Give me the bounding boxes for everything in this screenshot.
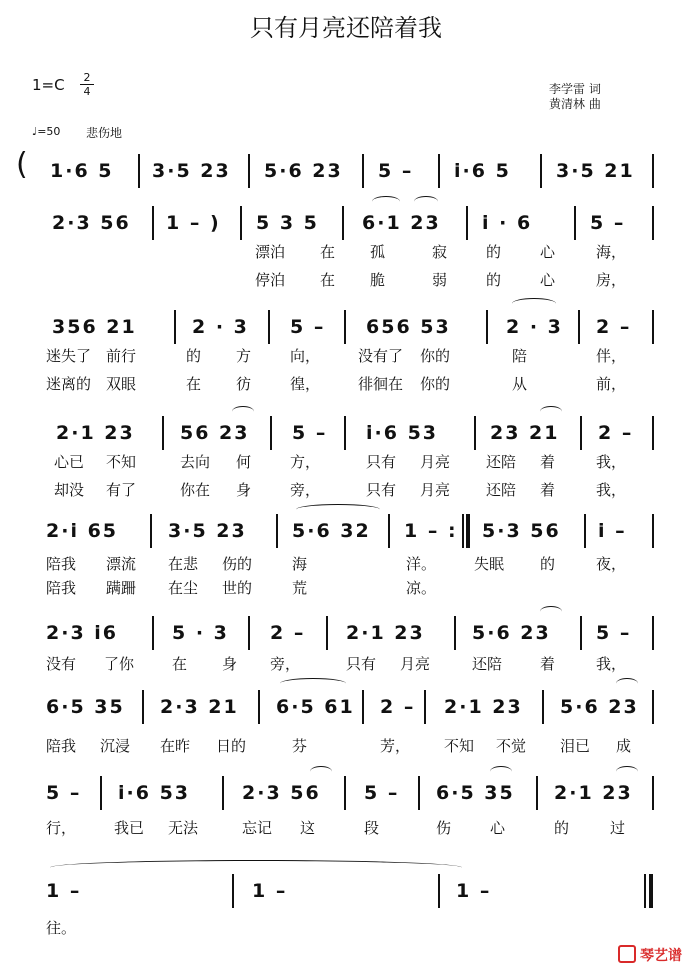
lyric: 我已 [114, 819, 145, 837]
lyric: 的 [554, 819, 570, 837]
lyric: 迷失了 [46, 347, 92, 365]
measure: 5 3 5 [256, 212, 319, 234]
lyric: 向， [290, 347, 321, 365]
lyric: 我， [596, 655, 627, 673]
lyric: 的 [186, 347, 202, 365]
measure: 1 – [252, 880, 288, 902]
lyric: 月亮 [420, 481, 451, 499]
lyric: 心 [540, 271, 556, 289]
lyric: 去向 [180, 453, 211, 471]
measure: 6·5 35 [46, 696, 125, 718]
lyric: 孤 [370, 243, 386, 261]
measure: 6·5 61 [276, 696, 355, 718]
lyric: 只有 [346, 655, 377, 673]
lyric: 的 [486, 243, 502, 261]
lyric: 还陪 [486, 453, 517, 471]
lyric: 日的 [216, 737, 247, 755]
measure: 2 – [380, 696, 416, 718]
slur [616, 678, 638, 689]
lyric: 心已 [54, 453, 85, 471]
measure: 3·5 21 [556, 160, 635, 182]
lyric: 在 [320, 243, 336, 261]
measure: 6·5 35 [436, 782, 515, 804]
lyric: 你的 [420, 347, 451, 365]
lyric: 旁， [290, 481, 321, 499]
lyric: 陪我 [46, 737, 77, 755]
measure: 1 – ) [166, 212, 221, 234]
lyric: 方 [236, 347, 252, 365]
lyric: 只有 [366, 481, 397, 499]
lyric: 蹒跚 [106, 579, 137, 597]
measure: 5·6 23 [264, 160, 343, 182]
tie [50, 860, 462, 875]
lyrics-verse-2 [0, 578, 692, 598]
lyric: 心 [490, 819, 506, 837]
lyrics-verse-1 [0, 346, 692, 366]
measure: 5 – [290, 316, 326, 338]
staff-row-8 [0, 776, 692, 810]
intro-open-paren: ( [16, 147, 28, 182]
lyric: 不觉 [496, 737, 527, 755]
measure: 5·3 56 [482, 520, 561, 542]
measure: i·6 53 [118, 782, 191, 804]
lyric: 漂流 [106, 555, 137, 573]
tempo-mark: ♩=50 [32, 125, 61, 138]
measure: i – [598, 520, 627, 542]
lyric: 却没 [54, 481, 85, 499]
slur [280, 678, 346, 689]
lyrics-verse-1 [0, 554, 692, 574]
composer-credit: 黄清林 曲 [549, 97, 601, 111]
staff-row-4 [0, 416, 692, 450]
key-signature: 1=C [32, 76, 65, 94]
measure: 2 – [270, 622, 306, 644]
lyric: 没有 [46, 655, 77, 673]
lyric: 段 [364, 819, 380, 837]
measure: 5 – [292, 422, 328, 444]
lyric: 失眠 [474, 555, 505, 573]
lyrics-verse-2 [0, 374, 692, 394]
measure: 1 – : [404, 520, 458, 542]
measure: 2·i 65 [46, 520, 119, 542]
measure: 23 21 [490, 422, 560, 444]
staff-row-1 [0, 154, 692, 188]
staff-row-3 [0, 310, 692, 344]
logo-icon [618, 945, 636, 963]
lyric: 房， [596, 271, 627, 289]
lyric: 忘记 [242, 819, 273, 837]
lyrics-verse-2 [0, 270, 692, 290]
measure: i·6 53 [366, 422, 439, 444]
lyric: 着 [540, 453, 556, 471]
measure: 3·5 23 [168, 520, 247, 542]
measure: 656 53 [366, 316, 451, 338]
lyrics-verse-1 [0, 654, 692, 674]
lyric: 何 [236, 453, 252, 471]
meter-top: 2 [83, 71, 91, 84]
lyric: 行， [46, 819, 77, 837]
lyric: 心 [540, 243, 556, 261]
measure: i·6 5 [454, 160, 511, 182]
slur [512, 298, 556, 309]
lyrics-verse-1 [0, 818, 692, 838]
lyric: 着 [540, 481, 556, 499]
lyric: 漂泊 [255, 243, 286, 261]
lyric: 前， [596, 375, 627, 393]
lyric: 的 [540, 555, 556, 573]
lyric: 芬 [292, 737, 308, 755]
lyric: 身 [222, 655, 238, 673]
lyric: 前行 [106, 347, 137, 365]
staff-row-7 [0, 690, 692, 724]
measure: 2·1 23 [346, 622, 425, 644]
lyric: 陪我 [46, 555, 77, 573]
lyric: 陪 [512, 347, 528, 365]
measure: i · 6 [482, 212, 533, 234]
lyric: 无法 [168, 819, 199, 837]
lyrics-verse-2 [0, 480, 692, 500]
measure: 5 – [46, 782, 82, 804]
lyricist-credit: 李学雷 词 [549, 82, 601, 96]
staff-row-6 [0, 616, 692, 650]
measure: 2·3 56 [52, 212, 131, 234]
measure: 2·1 23 [554, 782, 633, 804]
lyric: 了你 [104, 655, 135, 673]
lyric: 在 [320, 271, 336, 289]
lyric: 的 [486, 271, 502, 289]
measure: 5 – [596, 622, 632, 644]
measure: 56 23 [180, 422, 250, 444]
lyric: 着 [540, 655, 556, 673]
lyric: 不知 [444, 737, 475, 755]
measure: 5·6 23 [472, 622, 551, 644]
measure: 2 · 3 [192, 316, 249, 338]
lyric: 世的 [222, 579, 253, 597]
lyric: 只有 [366, 453, 397, 471]
measure: 2·3 i6 [46, 622, 119, 644]
lyric: 在 [186, 375, 202, 393]
lyric: 寂 [432, 243, 448, 261]
lyric: 还陪 [486, 481, 517, 499]
lyric: 没有了 [358, 347, 404, 365]
measure: 2 – [596, 316, 632, 338]
lyric: 脆 [370, 271, 386, 289]
measure: 5·6 32 [292, 520, 371, 542]
measure: 2 · 3 [506, 316, 563, 338]
lyric: 弱 [432, 271, 448, 289]
lyric: 迷离的 [46, 375, 92, 393]
lyric: 彷 [236, 375, 252, 393]
measure: 1 – [46, 880, 82, 902]
measure: 2 – [598, 422, 634, 444]
lyric: 有了 [106, 481, 137, 499]
staff-row-5 [0, 514, 692, 548]
lyric: 我， [596, 453, 627, 471]
watermark-text: 琴艺谱 [640, 948, 682, 964]
lyric: 在昨 [160, 737, 191, 755]
measure: 2·1 23 [56, 422, 135, 444]
measure: 2·1 23 [444, 696, 523, 718]
lyric: 从 [512, 375, 528, 393]
expression-mark: 悲伤地 [86, 126, 123, 140]
meter-bottom: 4 [83, 85, 91, 98]
watermark-logo [618, 945, 682, 965]
lyrics-verse-1 [0, 452, 692, 472]
lyric: 洋。 [406, 555, 437, 573]
lyric: 荒 [292, 579, 308, 597]
measure: 5 – [378, 160, 414, 182]
lyric: 月亮 [400, 655, 431, 673]
time-signature [80, 72, 94, 97]
lyric: 陪我 [46, 579, 77, 597]
lyric: 海 [292, 555, 308, 573]
lyric: 夜， [596, 555, 627, 573]
lyric: 月亮 [420, 453, 451, 471]
staff-row-9 [0, 874, 692, 908]
lyric: 旁， [270, 655, 301, 673]
lyric: 在尘 [168, 579, 199, 597]
lyric: 沉浸 [100, 737, 131, 755]
lyric: 身 [236, 481, 252, 499]
lyric: 泪已 [560, 737, 591, 755]
measure: 6·1 23 [362, 212, 441, 234]
lyric: 这 [300, 819, 316, 837]
lyric: 在悲 [168, 555, 199, 573]
lyric: 伤的 [222, 555, 253, 573]
lyric: 芳， [380, 737, 411, 755]
measure: 5 – [590, 212, 626, 234]
measure: 1 – [456, 880, 492, 902]
lyric: 伤 [436, 819, 452, 837]
measure: 5 · 3 [172, 622, 229, 644]
staff-row-2 [0, 206, 692, 240]
measure: 2·3 56 [242, 782, 321, 804]
measure: 5·6 23 [560, 696, 639, 718]
lyric: 海， [596, 243, 627, 261]
measure: 3·5 23 [152, 160, 231, 182]
lyric: 伴， [596, 347, 627, 365]
lyrics-verse-1 [0, 736, 692, 756]
lyric: 往。 [46, 919, 77, 937]
lyric: 你在 [180, 481, 211, 499]
lyrics-verse-1 [0, 242, 692, 262]
lyric: 过 [610, 819, 626, 837]
lyric: 停泊 [255, 271, 286, 289]
measure: 1·6 5 [50, 160, 114, 182]
lyric: 方， [290, 453, 321, 471]
lyric: 你的 [420, 375, 451, 393]
lyrics-verse-1 [0, 918, 692, 938]
song-title: 只有月亮还陪着我 [250, 14, 442, 42]
lyric: 我， [596, 481, 627, 499]
measure: 5 – [364, 782, 400, 804]
lyric: 凉。 [406, 579, 437, 597]
lyric: 成 [616, 737, 632, 755]
lyric: 还陪 [472, 655, 503, 673]
lyric: 徘徊在 [358, 375, 404, 393]
measure: 356 21 [52, 316, 137, 338]
lyric: 徨， [290, 375, 321, 393]
lyric: 不知 [106, 453, 137, 471]
lyric: 在 [172, 655, 188, 673]
lyric: 双眼 [106, 375, 137, 393]
measure: 2·3 21 [160, 696, 239, 718]
